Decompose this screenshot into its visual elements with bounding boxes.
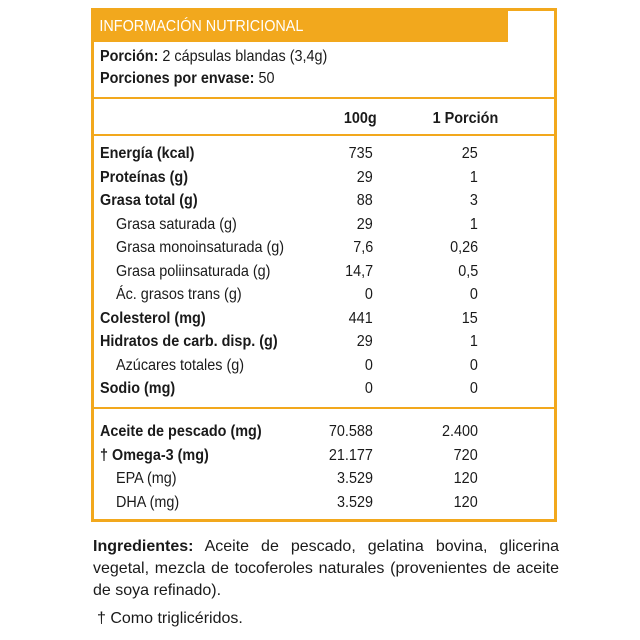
value-portion: 1: [469, 215, 478, 233]
nutrient-label: Hidratos de carb. disp. (g): [100, 333, 278, 350]
ingredients-list: Aceite de pescado, gelatina bovina, glicerina vegetal, mezcla de tocoferoles naturales (provenientes de aceite de soya refinado).: [93, 538, 559, 599]
nutrient-label: Proteínas (g): [100, 168, 189, 186]
value-100g: 29: [356, 215, 373, 233]
nutrient-label: Grasa saturada (g): [116, 215, 237, 233]
nutrient-row: [94, 190, 554, 212]
nutrient-row: [94, 492, 554, 514]
nutrient-label: DHA (mg): [116, 493, 180, 511]
value-100g: 0: [364, 286, 373, 303]
value-100g: 735: [348, 145, 373, 162]
nutrient-label: Grasa poliinsaturada (g): [116, 262, 271, 280]
value-100g: 0: [364, 356, 373, 374]
value-100g: 29: [356, 333, 373, 350]
value-portion: 25: [461, 145, 478, 162]
value-portion: 2.400: [441, 423, 478, 440]
value-100g: 29: [356, 168, 373, 186]
column-header-portion: 1 Porción: [432, 110, 499, 127]
nutrient-row: [94, 167, 554, 189]
value-portion: 0,5: [457, 262, 478, 280]
value-portion: 120: [453, 470, 478, 487]
ingredients-text: [93, 536, 559, 602]
nutrient-label: EPA (mg): [116, 470, 177, 487]
value-portion: 15: [461, 309, 478, 327]
nutrient-row: [94, 237, 554, 259]
nutrient-label: Colesterol (mg): [100, 309, 206, 327]
nutrient-row: [94, 261, 554, 283]
footnote: † Como triglicéridos.: [97, 610, 243, 627]
nutrient-label: Aceite de pescado (mg): [100, 423, 262, 440]
nutrition-facts-panel: [91, 8, 557, 522]
serving-info: [100, 46, 327, 90]
value-portion: 720: [453, 446, 478, 464]
nutrient-row: [94, 421, 554, 443]
value-portion: 1: [469, 168, 478, 186]
value-portion: 1: [469, 333, 478, 350]
nutrient-label: Energía (kcal): [100, 145, 195, 162]
nutrient-label: Ác. grasos trans (g): [116, 286, 242, 303]
nutrient-label: Grasa total (g): [100, 192, 198, 209]
nutrient-label: Azúcares totales (g): [116, 356, 245, 374]
value-100g: 3.529: [336, 470, 373, 487]
nutrient-row: [94, 445, 554, 467]
value-100g: 0: [364, 380, 373, 397]
value-100g: 3.529: [336, 493, 373, 511]
servings-line: [100, 68, 327, 90]
nutrient-row: [94, 331, 554, 353]
value-100g: 70.588: [328, 423, 373, 440]
nutrient-row: [94, 355, 554, 377]
nutrient-row: [94, 284, 554, 306]
nutrient-label: Sodio (mg): [100, 380, 176, 397]
divider: [94, 407, 554, 409]
value-100g: 88: [356, 192, 373, 209]
value-portion: 0,26: [449, 239, 478, 256]
nutrient-row: [94, 214, 554, 236]
nutrient-label: † Omega-3 (mg): [100, 446, 209, 464]
value-100g: 21.177: [328, 446, 373, 464]
column-header-100g: 100g: [343, 110, 377, 127]
value-100g: 14,7: [344, 262, 373, 280]
divider: [94, 97, 554, 99]
nutrient-row: [94, 468, 554, 490]
servings-label: Porciones por envase:: [100, 70, 255, 87]
portion-value: 2 cápsulas blandas (3,4g): [158, 48, 328, 65]
value-portion: 0: [469, 286, 478, 303]
ingredients-label: Ingredientes:: [93, 538, 194, 555]
value-100g: 441: [348, 309, 373, 327]
value-portion: 3: [469, 192, 478, 209]
servings-value: 50: [254, 70, 275, 87]
portion-line: [100, 46, 327, 68]
value-portion: 120: [453, 493, 478, 511]
portion-label: Porción:: [100, 48, 159, 65]
nutrient-row: [94, 143, 554, 165]
divider: [94, 134, 554, 136]
value-100g: 7,6: [352, 239, 373, 256]
value-portion: 0: [469, 380, 478, 397]
nutrient-row: [94, 308, 554, 330]
panel-title: INFORMACIÓN NUTRICIONAL: [94, 11, 508, 42]
value-portion: 0: [469, 356, 478, 374]
nutrient-label: Grasa monoinsaturada (g): [116, 239, 285, 256]
nutrient-row: [94, 378, 554, 400]
